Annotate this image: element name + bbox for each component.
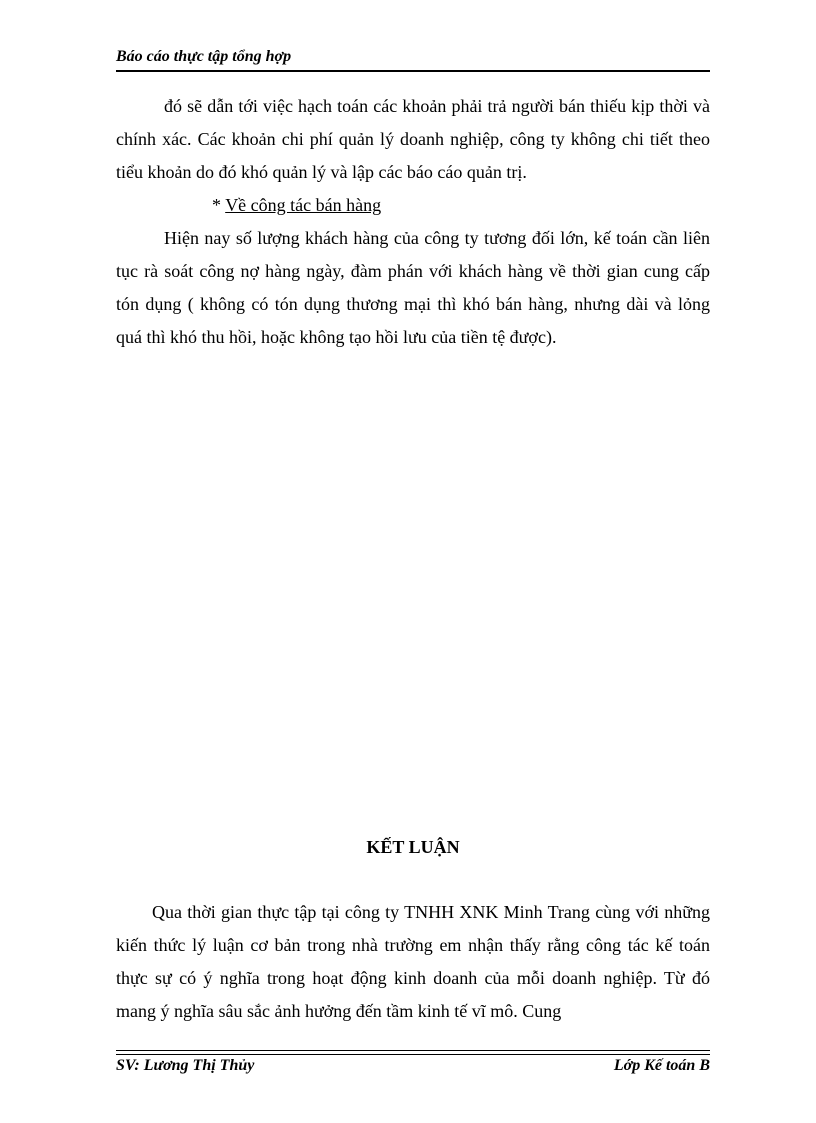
footer-rule-bottom	[116, 1054, 710, 1055]
conclusion-section	[116, 896, 710, 1028]
paragraph-2: Hiện nay số lượng khách hàng của công ty tương đối lớn, kế toán cần liên tục rà soát công nợ hàng ngày, đàm phán với khách hàng về thời gian cung cấp tón dụng ( không có tón dụng thương mại thì khó bán hàng, nhưng dài và lỏng quá thì khó thu hồi, hoặc không tạo hồi lưu của tiền tệ được).	[116, 228, 710, 347]
conclusion-paragraph: Qua thời gian thực tập tại công ty TNHH XNK Minh Trang cùng với những kiến thức lý luận cơ bản trong nhà trường em nhận thấy rằng công tác kế toán thực sự có ý nghĩa trong hoạt động kinh doanh của mỗi doanh nghiệp. Từ đó mang ý nghĩa sâu sắc ảnh hưởng đến tầm kinh tế vĩ mô. Cung	[116, 902, 710, 1021]
bullet-heading	[116, 189, 710, 222]
page-header: Báo cáo thực tập tổng hợp	[116, 48, 292, 65]
header-rule	[116, 70, 710, 72]
footer-class: Lớp Kế toán B	[613, 1057, 710, 1074]
bullet-marker: *	[212, 195, 221, 215]
conclusion-heading: KẾT LUẬN	[366, 837, 460, 857]
bullet-title: Về công tác bán hàng	[225, 195, 382, 215]
paragraph-1: đó sẽ dẫn tới việc hạch toán các khoản phải trả người bán thiếu kịp thời và chính xác. Các khoản chi phí quản lý doanh nghiệp, công ty không chi tiết theo tiểu khoản do đó khó quản lý và lập các báo cáo quản trị.	[116, 96, 710, 182]
section-1	[116, 90, 710, 354]
footer-student: SV: Lương Thị Thủy	[116, 1057, 255, 1074]
footer-rule-top	[116, 1050, 710, 1051]
